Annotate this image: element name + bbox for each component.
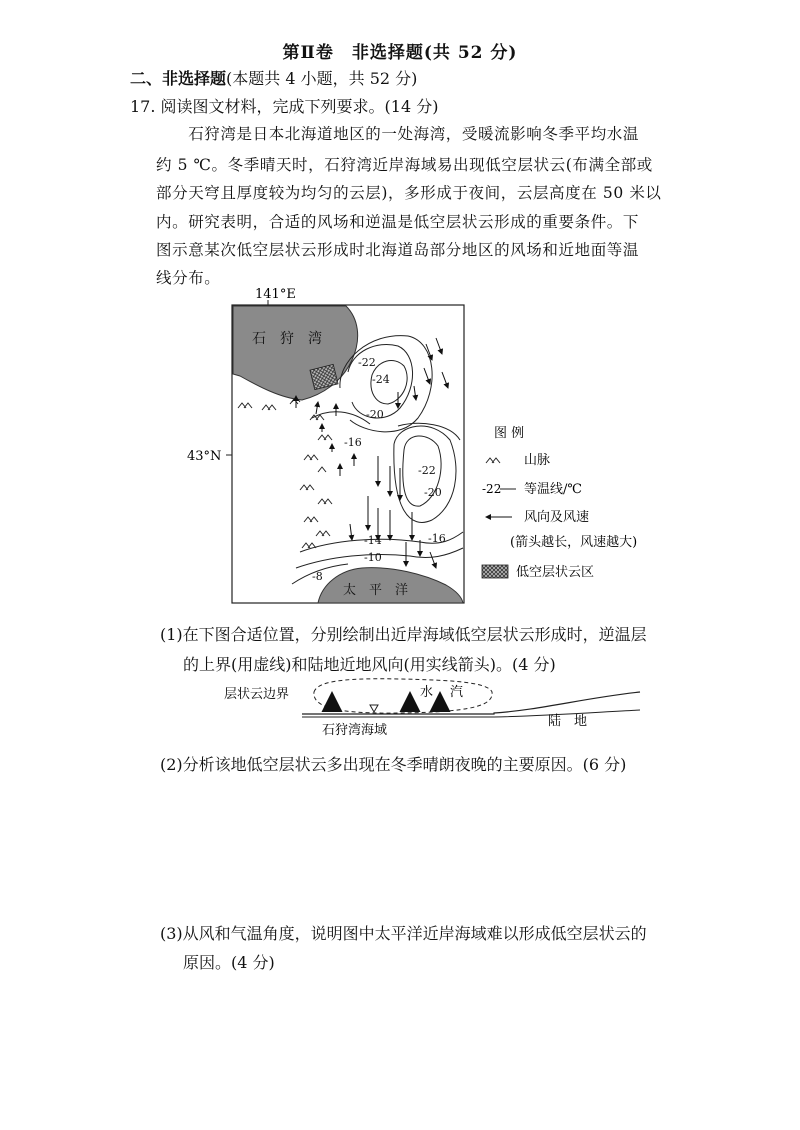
passage-line: 图示意某次低空层状云形成时北海道岛部分地区的风场和近地面等温 xyxy=(156,241,640,259)
passage-line: 石狩湾是日本北海道地区的一处海湾，受暖流影响冬季平均水温 xyxy=(156,125,640,143)
legend-cloud-area: 低空层状云区 xyxy=(516,565,595,580)
bay-label: 石 狩 湾 xyxy=(252,331,322,347)
passage-line: 内。研究表明，合适的风场和逆温是低空层状云形成的重要条件。下 xyxy=(156,213,640,231)
vapor-label-1: 水 xyxy=(420,685,434,700)
isotherm-label: -20 xyxy=(366,408,384,421)
longitude-label: 141°E xyxy=(255,287,296,302)
part-label: 二、非选择题 xyxy=(130,69,227,88)
sub2-text: (2)分析该地低空层状云多出现在冬季晴朗夜晚的主要原因。(6 分) xyxy=(160,755,627,774)
sub1-text-line2: 的上界(用虚线)和陆地近地风向(用实线箭头)。(4 分) xyxy=(183,655,556,674)
mountain-legend-icon xyxy=(486,458,500,463)
ishikari-bay-sea xyxy=(233,306,358,400)
section-title: 第Ⅱ卷 非选择题(共 52 分) xyxy=(282,43,518,63)
isotherm-label: -16 xyxy=(428,532,446,545)
isotherm-label: -16 xyxy=(344,436,362,449)
sub3-text-line2: 原因。(4 分) xyxy=(183,953,275,972)
sub3-text-line1: (3)从风和气温角度，说明图中太平洋近岸海域难以形成低空层状云的 xyxy=(160,924,647,943)
legend-wind: 风向及风速 xyxy=(524,510,590,525)
ocean-label: 太 平 洋 xyxy=(343,583,409,598)
passage-line: 线分布。 xyxy=(156,269,221,287)
isotherm-label: -24 xyxy=(372,373,390,386)
passage-line: 约 5 ℃。冬季晴天时，石狩湾近岸海域易出现低空层状云(布满全部或 xyxy=(156,156,653,174)
isotherm-label: -14 xyxy=(364,534,382,547)
cloud-boundary xyxy=(314,679,492,713)
cross-section-figure xyxy=(0,670,800,750)
cloud-legend-icon xyxy=(482,565,508,578)
latitude-label: 43°N xyxy=(187,449,222,464)
isotherm-label: -10 xyxy=(364,551,382,564)
isotherm-label: -22 xyxy=(418,464,436,477)
legend-isotherm-sample: -22 xyxy=(482,482,502,496)
isotherm-label: -8 xyxy=(312,570,323,583)
question-17-intro: 17. 阅读图文材料，完成下列要求。(14 分) xyxy=(130,97,439,116)
isotherm-label: -22 xyxy=(358,356,376,369)
part-note: (本题共 4 小题，共 52 分) xyxy=(226,69,418,88)
vapor-label-2: 汽 xyxy=(450,685,464,700)
land-label: 陆 地 xyxy=(548,714,588,729)
sea-level-icon xyxy=(370,705,378,712)
legend-wind-note: (箭头越长，风速越大) xyxy=(510,535,638,550)
legend-isotherm: 等温线/℃ xyxy=(524,482,582,497)
legend-mountain: 山脉 xyxy=(524,453,551,468)
sub1-text-line1: (1)在下图合适位置，分别绘制出近岸海域低空层状云形成时，逆温层 xyxy=(160,625,647,644)
isotherm-label: -20 xyxy=(424,486,442,499)
passage-line: 部分天穹且厚度较为均匀的云层)，多形成于夜间，云层高度在 50 米以 xyxy=(156,184,662,202)
legend-title: 图 例 xyxy=(494,426,525,441)
sea-label: 石狩湾海域 xyxy=(322,723,388,738)
cloud-boundary-label: 层状云边界 xyxy=(224,687,290,702)
